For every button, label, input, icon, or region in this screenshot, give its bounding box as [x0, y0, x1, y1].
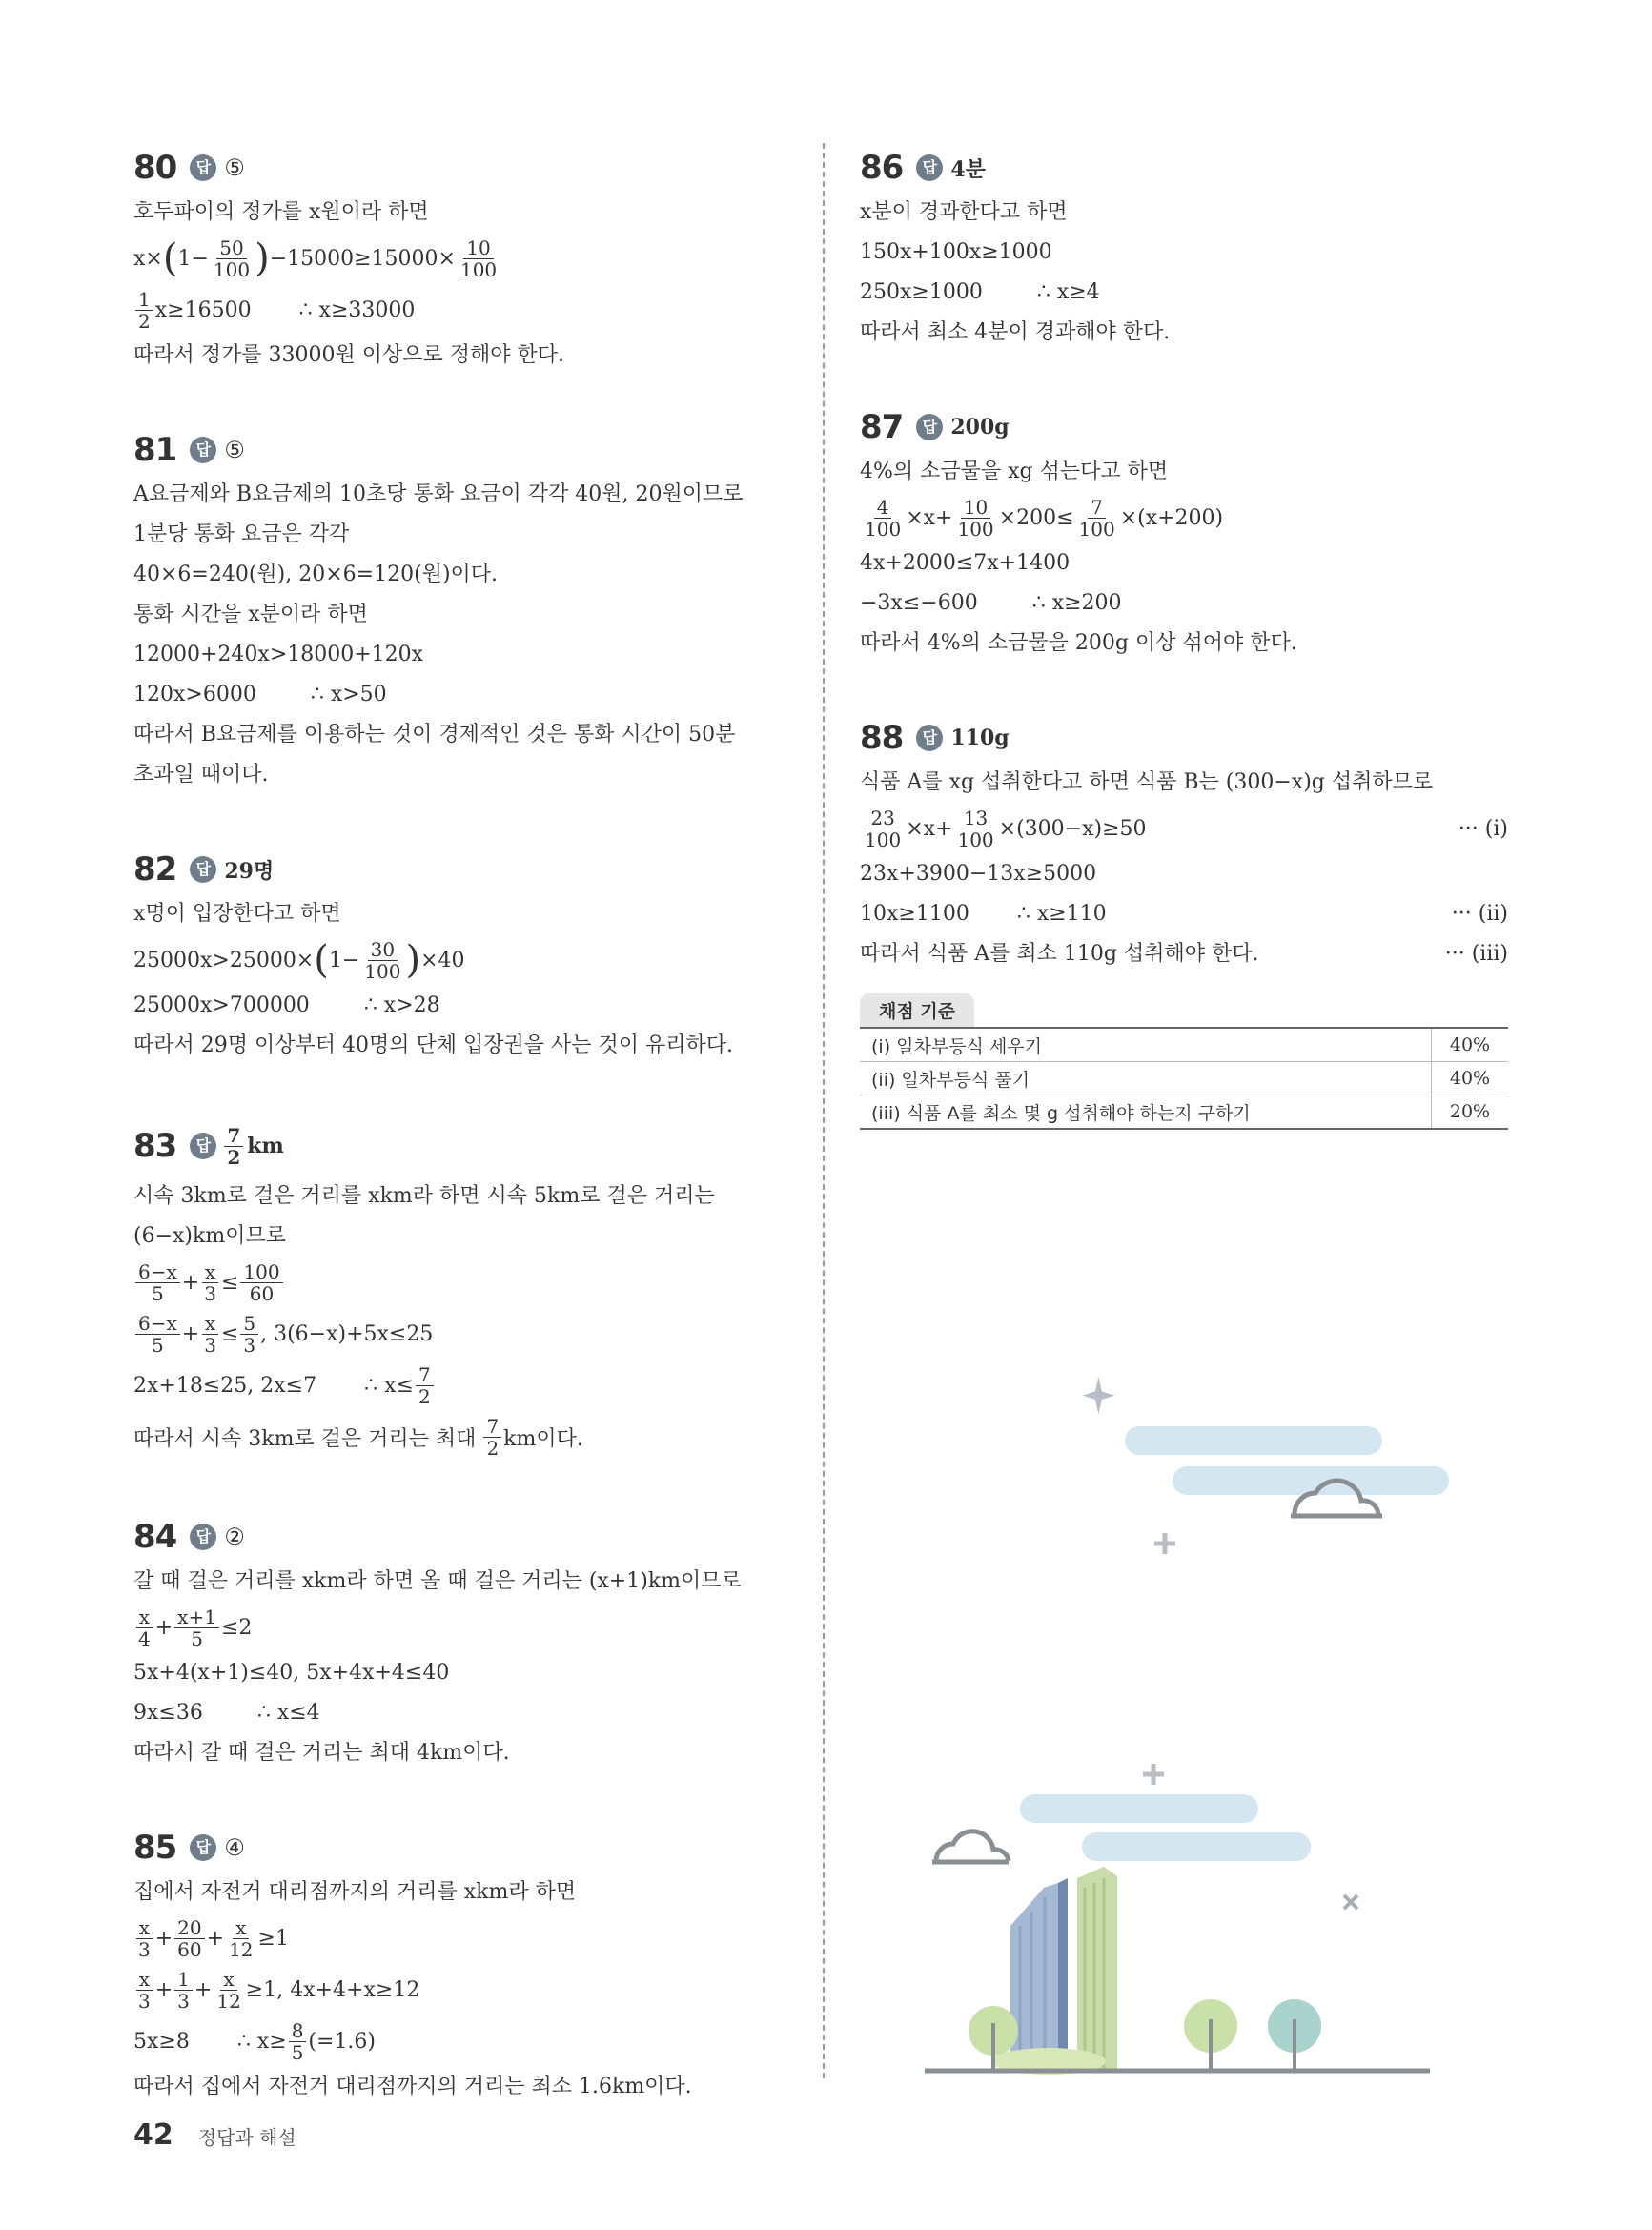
problem-header	[860, 402, 1518, 452]
solution-line: 150x+100x≥1000	[860, 240, 1052, 264]
cloud-band	[1173, 1466, 1449, 1495]
plus-sign: +	[154, 1977, 173, 2002]
expr: ×x+	[906, 816, 953, 841]
table-row	[860, 1028, 1508, 1062]
le-sign: ≤	[220, 1270, 239, 1295]
answer-badge: 답	[190, 437, 216, 463]
solution-line	[860, 492, 1518, 543]
rubric-criterion: (ii) 일차부등식 풀기	[860, 1062, 1432, 1095]
answer-badge: 답	[190, 1524, 216, 1550]
solution-line	[133, 1602, 801, 1653]
solution-line	[133, 1257, 801, 1308]
numerator: 10	[463, 237, 493, 259]
solution-line	[133, 986, 801, 1026]
tree-icon	[1184, 1999, 1237, 2071]
building-icon	[1077, 1867, 1117, 2069]
grading-rubric	[860, 993, 1508, 1130]
numerator: 5	[240, 1313, 258, 1335]
conclusion-line: 따라서 B요금제를 이용하는 것이 경제적인 것은 통화 시간이 50분	[133, 723, 736, 747]
denominator: 100	[213, 257, 251, 281]
solution-line	[133, 1913, 801, 1964]
fraction	[954, 808, 996, 850]
therefore-expr: ∴ x≥33000	[298, 297, 416, 322]
expr: −3x≤−600	[860, 591, 978, 615]
expr: ×(x+200)	[1119, 505, 1224, 530]
therefore-expr: ∴ x≤4	[256, 1701, 320, 1725]
therefore-expr: ∴ x≤	[364, 1373, 414, 1398]
plus-icon	[1154, 1533, 1175, 1554]
denominator: 5	[152, 1333, 164, 1357]
denominator: 12	[229, 1937, 254, 1961]
solution-line	[133, 1360, 801, 1411]
problem-81	[133, 425, 801, 795]
denominator: 5	[291, 2040, 304, 2064]
solution-line	[133, 284, 801, 336]
numerator: x	[220, 1969, 236, 1991]
solution-line: 40×6=240(원), 20×6=120(원)이다.	[133, 563, 499, 586]
problem-85	[133, 1823, 801, 2107]
answer-badge: 답	[190, 154, 216, 181]
problem-86	[860, 143, 1518, 353]
solution-line: 식품 A를 xg 섭취한다고 하면 식품 B는 (300−x)g 섭취하므로	[860, 770, 1434, 794]
solution-line: 집에서 자전거 대리점까지의 거리를 xkm라 하면	[133, 1880, 577, 1904]
problem-header	[133, 1823, 801, 1872]
fraction	[211, 237, 253, 280]
conclusion-line: 따라서 집에서 자전거 대리점까지의 거리는 최소 1.6km이다.	[133, 2075, 692, 2098]
solution-line	[860, 583, 1518, 624]
expr: 250x≥1000	[860, 280, 983, 304]
numerator: 30	[368, 939, 398, 961]
denominator: 100	[459, 257, 498, 281]
cloud-band	[1020, 1794, 1258, 1823]
fraction	[458, 237, 500, 280]
problem-header	[133, 1512, 801, 1562]
rubric-percent: 40%	[1432, 1062, 1509, 1095]
solution-line	[133, 2015, 801, 2067]
denominator: 100	[1078, 517, 1115, 541]
answer-fraction	[224, 1125, 243, 1168]
problem-80	[133, 143, 801, 376]
plus-sign: +	[154, 1926, 173, 1951]
solution-line: 통화 시간을 x분이라 하면	[133, 603, 368, 626]
conclusion-line: 초과일 때이다.	[133, 763, 269, 787]
expr: 25000x>25000×	[133, 948, 315, 972]
numerator: 7	[483, 1416, 501, 1438]
numerator: 4	[874, 497, 892, 519]
le-sign: ≤	[220, 1321, 239, 1346]
plus-sign: +	[181, 1270, 200, 1295]
problem-number: 82	[133, 850, 177, 889]
solution-line	[860, 894, 1508, 934]
denominator: 3	[177, 1989, 190, 2013]
conclusion-line: 따라서 최소 4분이 경과해야 한다.	[860, 320, 1171, 344]
solution-line	[133, 1693, 801, 1733]
cloud-band	[1082, 1832, 1311, 1861]
solution-line: 12000+240x>18000+120x	[133, 643, 424, 666]
fraction	[862, 497, 904, 540]
tree-icon	[1268, 1999, 1321, 2071]
sky-illustration	[1077, 1373, 1458, 1564]
expr: 2x+18≤25, 2x≤7	[133, 1373, 317, 1398]
denominator: 100	[957, 828, 994, 851]
table-row	[860, 1062, 1508, 1095]
fraction	[483, 1416, 501, 1459]
rubric-criterion: (iii) 식품 A를 최소 몇 g 섭취해야 하는지 구하기	[860, 1095, 1432, 1130]
page-number: 42	[133, 2118, 173, 2152]
problem-number: 87	[860, 408, 904, 446]
denominator: 100	[865, 828, 902, 851]
conclusion-line: 따라서 29명 이상부터 40명의 단체 입장권을 사는 것이 유리하다.	[133, 1033, 733, 1057]
fraction	[226, 1917, 255, 1960]
problem-number: 84	[133, 1518, 177, 1556]
fraction	[416, 1364, 434, 1407]
solution-line	[133, 233, 801, 284]
denominator: 100	[957, 517, 994, 541]
fraction	[201, 1261, 219, 1304]
rubric-percent: 20%	[1432, 1095, 1509, 1130]
expr: 120x>6000	[133, 683, 256, 706]
conclusion-line	[133, 1411, 801, 1463]
solution-line: 23x+3900−13x≥5000	[860, 862, 1097, 886]
plus-icon	[1143, 1764, 1164, 1785]
solution-line: 5x+4(x+1)≤40, 5x+4x+4≤40	[133, 1661, 450, 1685]
numerator: 8	[289, 2020, 307, 2042]
numerator: 10	[961, 497, 990, 519]
sparkle-icon	[1083, 1377, 1115, 1414]
rubric-criterion: (i) 일차부등식 세우기	[860, 1028, 1432, 1062]
expr: ×x+	[906, 505, 953, 530]
expr: ≤2	[220, 1615, 253, 1640]
therefore-expr: ∴ x≥4	[1036, 280, 1100, 304]
denominator: 3	[204, 1281, 216, 1305]
denominator: 3	[138, 1989, 151, 2013]
solution-line: 갈 때 걸은 거리를 xkm라 하면 올 때 걸은 거리는 (x+1)km이므로	[133, 1569, 742, 1593]
denominator: 5	[152, 1281, 164, 1305]
expr: 1−	[328, 948, 360, 972]
numerator: 7	[1088, 497, 1106, 519]
solution-line: 4%의 소금물을 xg 섞는다고 하면	[860, 460, 1169, 483]
numerator: 23	[867, 808, 897, 829]
problem-87	[860, 402, 1518, 664]
solution-line: 1분당 통화 요금은 각각	[133, 522, 350, 546]
solution-line: (6−x)km이므로	[133, 1224, 286, 1248]
numerator: 7	[416, 1364, 434, 1386]
answer-badge: 답	[916, 154, 943, 181]
expr: ≥1	[257, 1926, 289, 1951]
numerator: 20	[174, 1917, 204, 1939]
answer-value: 29명	[224, 858, 275, 884]
numerator: 1	[135, 289, 153, 311]
denominator: 3	[138, 1937, 151, 1961]
fraction	[174, 1917, 204, 1960]
numerator: 6−x	[135, 1261, 180, 1283]
solution-line: x분이 경과한다고 하면	[860, 200, 1068, 224]
fraction	[289, 2020, 307, 2063]
numerator: x	[202, 1261, 218, 1283]
conclusion-line: 따라서 정가를 33000원 이상으로 정해야 한다.	[133, 343, 564, 367]
conclusion-line	[860, 934, 1508, 974]
fraction	[214, 1969, 243, 2012]
therefore-expr: ∴ x≥	[236, 2029, 287, 2054]
problem-header	[860, 713, 1518, 763]
answer-badge: 답	[916, 725, 943, 751]
problem-header	[133, 845, 801, 894]
expr: x×	[133, 246, 163, 271]
step-tag: ··· (iii)	[1444, 942, 1508, 966]
therefore-expr: ∴ x≥110	[1016, 902, 1107, 926]
fraction	[361, 939, 403, 982]
numerator: x	[136, 1606, 153, 1628]
fraction	[174, 1606, 219, 1649]
fraction	[135, 1917, 153, 1960]
fraction	[240, 1313, 258, 1356]
rubric-table	[860, 1027, 1508, 1130]
left-paren: (	[314, 938, 329, 982]
problem-number: 85	[133, 1829, 177, 1867]
answer-value: ④	[224, 1834, 245, 1861]
expr: x≥16500	[154, 297, 252, 322]
solution-line	[133, 934, 801, 986]
therefore-expr: ∴ x>50	[310, 683, 387, 706]
answer-badge: 답	[190, 1133, 216, 1159]
step-tag: ··· (ii)	[1451, 902, 1508, 926]
numerator: 7	[224, 1125, 243, 1147]
answer-value: ⑤	[224, 437, 245, 463]
building-icon	[1010, 1878, 1068, 2069]
rubric-title: 채점 기준	[860, 993, 974, 1027]
close-icon	[1344, 1895, 1357, 1909]
answer-unit: km	[247, 1134, 284, 1158]
problem-header	[133, 1115, 801, 1176]
problem-82	[133, 845, 801, 1066]
numerator: 1	[174, 1969, 193, 1991]
expr: ×200≤	[998, 505, 1074, 530]
rubric-percent: 40%	[1432, 1028, 1509, 1062]
expr: 5x≥8	[133, 2029, 190, 2054]
numerator: x	[136, 1917, 153, 1939]
conclusion-text: 따라서 식품 A를 최소 110g 섭취해야 한다.	[860, 942, 1259, 966]
denominator: 60	[249, 1281, 275, 1305]
expr: −15000≥15000×	[269, 246, 456, 271]
solution-line: x명이 입장한다고 하면	[133, 902, 341, 926]
expr: , 3(6−x)+5x≤25	[260, 1321, 434, 1346]
answer-value: ②	[224, 1524, 245, 1550]
numerator: 13	[961, 808, 990, 829]
right-paren: )	[405, 938, 421, 982]
solution-line: 호두파이의 정가를 x원이라 하면	[133, 200, 429, 224]
solution-line	[133, 1964, 801, 2015]
denominator: 12	[216, 1989, 241, 2013]
therefore-expr: ∴ x≥200	[1031, 591, 1122, 615]
answer-value: 200g	[950, 415, 1010, 440]
solution-line: 시속 3km로 걸은 거리를 xkm라 하면 시속 5km로 걸은 거리는	[133, 1184, 715, 1208]
problem-number: 88	[860, 719, 904, 757]
problem-number: 83	[133, 1127, 177, 1165]
column-divider	[823, 143, 825, 2078]
expr: ≥1, 4x+4+x≥12	[245, 1977, 420, 2002]
solution-line	[860, 273, 1518, 313]
step-tag: ··· (i)	[1458, 816, 1508, 841]
problem-header	[133, 143, 801, 193]
numerator: 100	[240, 1261, 282, 1283]
denominator: 2	[138, 309, 151, 333]
denominator: 2	[486, 1436, 500, 1460]
right-column	[860, 143, 1518, 1130]
solution-line	[133, 1308, 801, 1360]
numerator: 50	[216, 237, 246, 259]
denominator: 60	[177, 1937, 202, 1961]
denominator: 4	[138, 1626, 151, 1650]
numerator: 6−x	[135, 1313, 180, 1335]
problem-header	[860, 143, 1518, 193]
conclusion-text: km이다.	[503, 1426, 583, 1451]
denominator: 2	[418, 1384, 431, 1408]
expr: 9x≤36	[133, 1701, 203, 1725]
conclusion-line: 따라서 갈 때 걸은 거리는 최대 4km이다.	[133, 1741, 510, 1765]
denominator: 5	[191, 1626, 203, 1650]
expr: ×(300−x)≥50	[998, 816, 1147, 841]
answer-badge: 답	[190, 856, 216, 883]
city-illustration	[915, 1754, 1449, 2078]
denominator: 100	[364, 959, 401, 983]
plus-sign: +	[154, 1615, 173, 1640]
fraction	[954, 497, 996, 540]
solution-line	[133, 675, 801, 715]
left-paren: (	[162, 236, 178, 280]
plus-sign: +	[181, 1321, 200, 1346]
problem-number: 80	[133, 149, 177, 187]
problem-number: 81	[133, 431, 177, 469]
fraction	[1076, 497, 1118, 540]
table-row	[860, 1095, 1508, 1130]
fraction	[240, 1261, 282, 1304]
numerator: x+1	[174, 1606, 219, 1628]
expr: 1−	[177, 246, 209, 271]
expr: (=1.6)	[308, 2029, 377, 2054]
fraction	[862, 808, 904, 850]
problem-header	[133, 425, 801, 475]
fraction	[135, 1313, 180, 1356]
plus-sign: +	[194, 1977, 213, 2002]
footer-title: 정답과 해설	[197, 2126, 296, 2149]
problem-83	[133, 1115, 801, 1463]
fraction	[135, 1606, 153, 1649]
numerator: x	[202, 1313, 218, 1335]
page-footer	[133, 2118, 296, 2152]
numerator: x	[233, 1917, 249, 1939]
solution-line: 4x+2000≤7x+1400	[860, 551, 1071, 575]
solution-line: A요금제와 B요금제의 10초당 통화 요금이 각각 40원, 20원이므로	[133, 482, 744, 506]
expr: 10x≥1100	[860, 902, 969, 926]
fraction	[135, 289, 153, 332]
denominator: 3	[204, 1333, 216, 1357]
fraction	[201, 1313, 219, 1356]
answer-value: ⑤	[224, 154, 245, 181]
denominator: 2	[227, 1145, 241, 1169]
cloud-outline-icon	[936, 1831, 1009, 1861]
fraction	[135, 1261, 180, 1304]
problem-number: 86	[860, 149, 904, 187]
answer-badge: 답	[190, 1834, 216, 1861]
answer-value: 110g	[950, 726, 1010, 750]
expr: ×40	[420, 948, 465, 972]
conclusion-line: 따라서 4%의 소금물을 200g 이상 섞어야 한다.	[860, 631, 1297, 655]
right-paren: )	[255, 236, 270, 280]
expr: 25000x>700000	[133, 993, 310, 1017]
left-column	[133, 143, 801, 2157]
answer-value: 4분	[950, 156, 986, 182]
cloud-band	[1125, 1426, 1382, 1455]
solution-line	[860, 803, 1508, 854]
problem-88	[860, 713, 1518, 1130]
numerator: x	[136, 1969, 153, 1991]
conclusion-text: 따라서 시속 3km로 걸은 거리는 최대	[133, 1426, 477, 1451]
plus-sign: +	[206, 1926, 225, 1951]
denominator: 3	[243, 1333, 256, 1357]
answer-badge: 답	[916, 414, 943, 440]
denominator: 100	[865, 517, 902, 541]
fraction	[174, 1969, 193, 2012]
problem-84	[133, 1512, 801, 1773]
fraction	[135, 1969, 153, 2012]
therefore-expr: ∴ x>28	[363, 993, 440, 1017]
